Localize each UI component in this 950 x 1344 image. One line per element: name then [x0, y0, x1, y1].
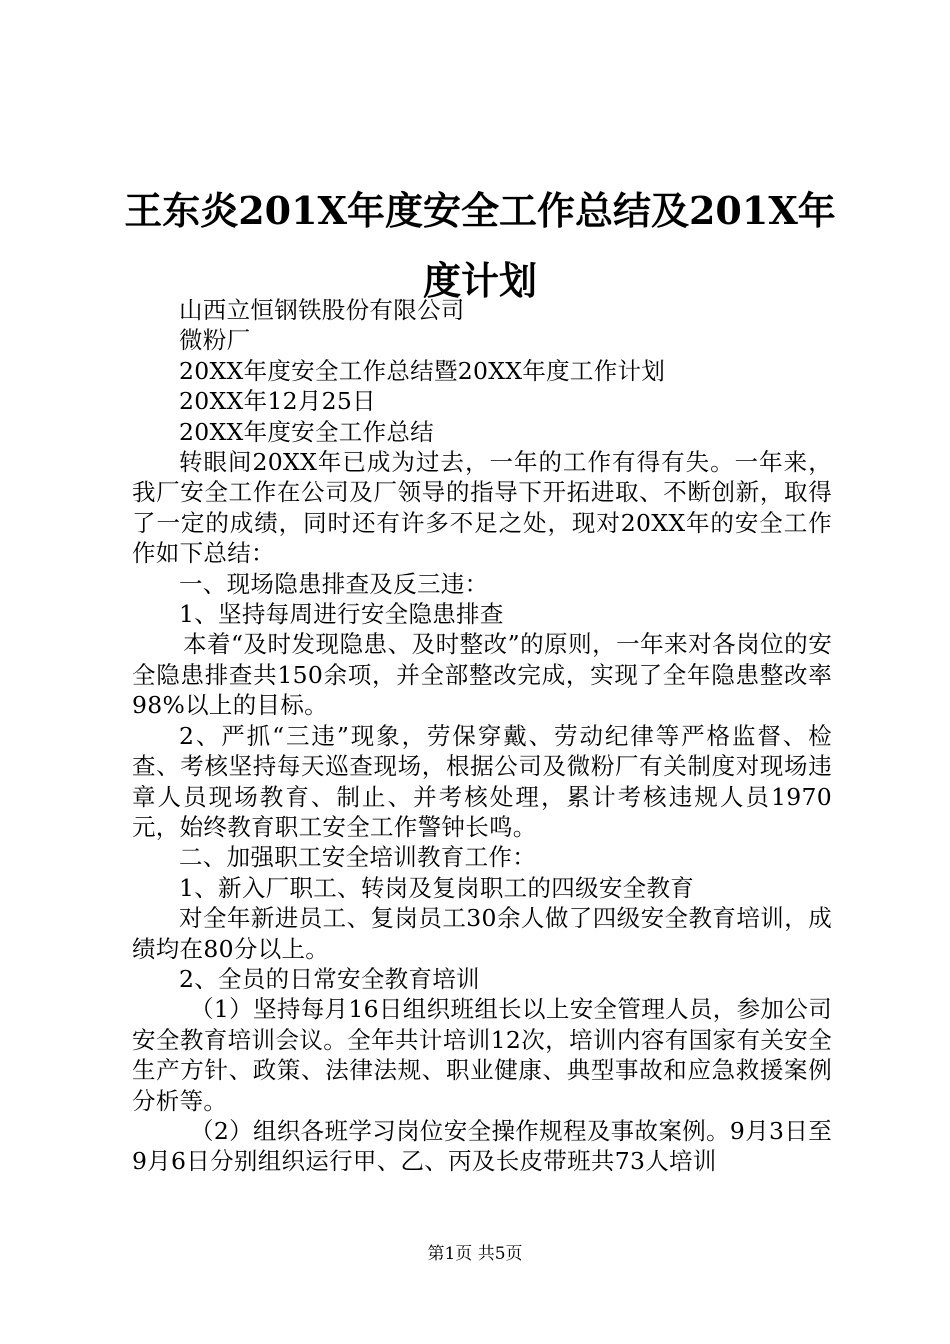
section-heading: 20XX年度安全工作总结 — [179, 417, 434, 446]
report-heading: 20XX年度安全工作总结暨20XX年度工作计划 — [179, 356, 666, 385]
document-body — [132, 295, 832, 1177]
section-heading: 一、现场隐患排查及反三违： — [179, 569, 489, 598]
body-paragraph: 2、严抓“三违”现象，劳保穿戴、劳动纪律等严格监督、检查、考核坚持每天巡查现场，根据公司及微粉厂有关制度对现场违章人员现场教育、制止、并考核处理，累计考核违规人员1970元，始终教育职工安全工作警钟长鸣。 — [132, 721, 832, 841]
body-paragraph: 本着“及时发现隐患、及时整改”的原则，一年来对各岗位的安全隐患排查共150余项，并全部整改完成，实现了全年隐患整改率98%以上的目标。 — [132, 630, 832, 720]
body-paragraph: （2）组织各班学习岗位安全操作规程及事故案例。9月3日至9月6日分别组织运行甲、乙、丙及长皮带班共73人培训 — [132, 1116, 832, 1176]
body-paragraph: 对全年新进员工、复岗员工30余人做了四级安全教育培训，成绩均在80分以上。 — [132, 904, 832, 963]
subsection-heading: 1、坚持每周进行安全隐患排查 — [179, 600, 504, 629]
subsection-heading: 1、新入厂职工、转岗及复岗职工的四级安全教育 — [179, 873, 695, 902]
department-name: 微粉厂 — [179, 326, 251, 355]
section-heading: 二、加强职工安全培训教育工作： — [179, 843, 536, 872]
body-paragraph: 转眼间20XX年已成为过去，一年的工作有得有失。一年来，我厂安全工作在公司及厂领导的指导下开拓进取、不断创新，取得了一定的成绩，同时还有许多不足之处，现对20XX年的安全工作作如下总结： — [132, 448, 832, 568]
body-paragraph: （1）坚持每月16日组织班组长以上安全管理人员，参加公司安全教育培训会议。全年共计培训12次，培训内容有国家有关安全生产方针、政策、法律法规、职业健康、典型事故和应急救援案例分析等。 — [132, 995, 832, 1115]
subsection-heading: 2、全员的日常安全教育培训 — [179, 964, 480, 993]
company-name: 山西立恒钢铁股份有限公司 — [179, 296, 465, 324]
page-footer: 第1页 共5页 — [427, 1244, 523, 1264]
report-date: 20XX年12月25日 — [179, 387, 376, 416]
document-title: 王东炎201X年度安全工作总结及201X年度计划 — [124, 188, 836, 303]
